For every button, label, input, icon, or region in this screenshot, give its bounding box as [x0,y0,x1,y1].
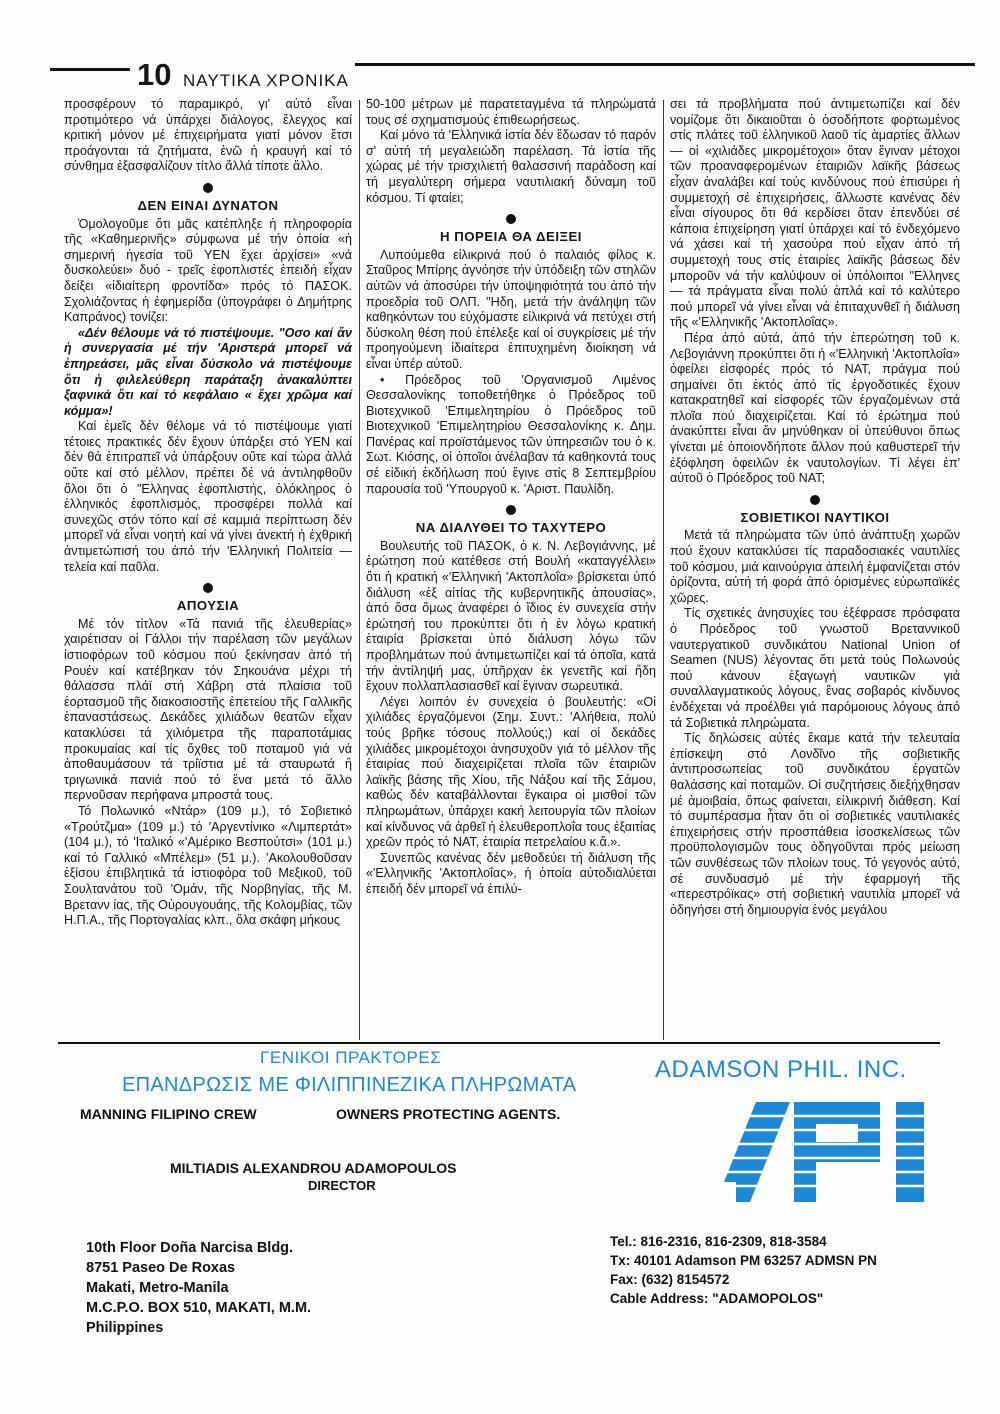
col3-paragraph: Τίς δηλώσεις αὐτές ἔκαμε κατά τήν τελευταία ἐπίσκεψη στό Λονδῖνο τῆς σοβιετικῆς ἀντιπροσωπείας τοῦ συνδικάτου ἐργατῶν θαλάσσης καί ποταμῶν. Οἱ συζητήσεις διεξήχθησαν μέ ἀμοιβαία, ὅπως φαίνεται, εἰλικρινή διάθεση. Καί τό συμπέρασμα ἦταν ὅτι οἱ σοβιετικές ναυτιλιακές ἐπιχειρήσεις στήν προσπάθεια ἰσοσκελίσεως τῶν προϋπολογισμῶν τους ὁδηγοῦνται πρός μείωση τῶν συνθέσεως τῶν πλοίων τους. Τό γεγονός αὐτό, σέ συνδυασμό μέ τήν ἐφαρμογή τῆς «περεστρόϊκας» στή σοβιετική ναυτιλία μπορεῖ νά ὁδηγήσει στή δημιουργία ἑνός μεγάλου [670,731,960,917]
ad-subtitle: ΓΕΝΙΚΟΙ ΠΡΑΚΤΟΡΕΣ [260,1048,442,1067]
col1-paragraph: Ὁμολογοῦμε ὅτι μᾶς κατέπληξε ἡ πληροφορία τῆς «Καθημερινῆς» σύμφωνα μέ τήν ὁποία «ἡ σημερινή ἡγεσία τοῦ ΥΕΝ ἔχει ἀρχίσει» «νά δυσκολεύει» δυό - τρεῖς ἐφοπλιστές ἐπειδή εἶχαν δείξει «ἰδιαίτερη φροντίδα» πρός τό ΠΑΣΟΚ. Σχολιάζοντας ἡ ἐφημερίδα (ὑπογράφει ὁ Δημήτρης Καπράνος) τονίζει: [64,216,352,325]
heading-den-einai-dynaton: ΔΕΝ ΕΙΝΑΙ ΔΥΝΑΤΟΝ [137,197,279,213]
advertisement [80,1048,940,1352]
column-rule [359,100,360,1040]
col2-paragraph: 50-100 μέτρων μέ παρατεταγμένα τά πληρώματά τους σέ σχηματισμούς ἐπιθεωρήσεως. [366,97,656,127]
address-line: Makati, Metro-Manila [86,1280,229,1296]
contact-line: Tx: 40101 Adamson PM 63257 ADMSN PN [610,1253,877,1268]
ad-title: ΕΠΑΝΔΡΩΣΙΣ ΜΕ ΦΙΛΙΠΠΙΝΕΖΙΚΑ ΠΛΗΡΩΜΑΤΑ [122,1074,577,1096]
column-3 [670,97,960,918]
address-line: 10th Floor Doña Narcisa Bldg. [86,1240,294,1256]
header-rule-right [355,63,975,66]
contact-line: Tel.: 816-2316, 816-2309, 818-3584 [610,1234,827,1249]
col2-paragraph: Λυπούμεθα εἰλικρινά πού ὁ παλαιός φίλος κ. Σταῦρος Μπίρης ἀγνόησε τήν ὑπόδειξη τῶν στηλῶν αὐτῶν νά ἀποσύρει τήν ὑποψηφιότητά του ἀπό τήν προεδρία τοῦ ΟΛΠ. "Ηδη, μετά τήν ἀνάληψη τῶν καθηκόντων του εὐχόμαστε εἰλικρινά νά πετύχει στή δύσκολη θέση πού ἐπέλεξε καί οἱ συγκρίσεις μέ τήν προηγούμενη ἰδιαίτερα ἐπιτυχημένη διοίκηση νά εἶναι ὑπέρ αὐτοῦ. [366,247,656,371]
contact-line: Cable Address: "ADAMOPOLOS" [610,1291,824,1306]
column-1 [64,97,352,929]
address-line: Philippines [86,1320,164,1336]
ad-top-rule [58,1042,940,1044]
address-line: 8751 Paseo De Roxas [86,1260,236,1276]
heading-sovietikoi-naftikoi: ΣΟΒΙΕΤΙΚΟΙ ΝΑΥΤΙΚΟΙ [740,509,890,525]
separator-dot [203,183,213,193]
col3-paragraph: Τίς σχετικές ἀνησυχίες του ἐξέφρασε πρόσφατα ὁ Πρόεδρος τοῦ γνωστοῦ Βρεταννικοῦ ναυτεργατικοῦ συνδικάτου National Union of Seamen (NUS) λέγοντας ὅτι μετά τούς Πολωνούς πού κάνουν ἐξαγωγή ναυτικῶν γιά συναλλαγματικούς λόγους, ἕνας σοβαρός κίνδυνος ἐνδέχεται νά προέλθει γιά παρόμοιους λόγους ἀπό τά Σοβιετικά πληρώματα. [670,606,960,730]
publication-title: ΝΑΥΤΙΚΑ ΧΡΟΝΙΚΑ [183,71,349,90]
page-number: 10 [137,57,172,92]
column-2 [366,97,656,898]
separator-dot [506,214,516,224]
col1-quote: «Δέν θέλουμε νά τό πιστέψουμε. "Οσο καί ἄν ἡ συνεργασία μέ τήν 'Αριστερά μπορεῖ νά ἐπηρεάσει, μᾶς εἶναι δύσκολο νά πιστέψουμε ὅτι ἡ φιλελεύθερη παράταξη ἀνακαλύπτει ξαφνικά ὅτι καί τό κεφάλαιο « ἔχει χρῶμα καί κόμμα»! [64,325,352,418]
heading-poreia-tha-deixei: Η ΠΟΡΕΙΑ ΘΑ ΔΕΙΞΕΙ [440,229,582,245]
separator-dot [203,583,213,593]
col2-paragraph: • Πρόεδρος τοῦ 'Οργανισμοῦ Λιμένος Θεσσαλονίκης τοποθετήθηκε ὁ Πρόεδρος τοῦ Βιοτεχνικοῦ 'Επιμελητηρίου ὁ Πρόεδρος τοῦ Βιοτεχνικοῦ 'Επιμελητηρίου Θεσσαλονίκης κ. Δημ. Πανέρας καί προϊστάμενος τῶν ὑπηρεσιῶν του ὁ κ. Σωτ. Κιόσης, οἱ ὁποῖοι ἀνέλαβαν τά καθηκοντά τους σέ εἰδική ἐκδήλωση πού ἔγινε στίς 8 Σεπτεμβρίου παρουσία τοῦ 'Υπουργοῦ κ. 'Αριστ. Παυλίδη. [366,372,656,496]
col1-paragraph: Τό Πολωνικό «Ντάρ» (109 μ.), τό Σοβιετικό «Τρούτζμα» (109 μ.) τό 'Αργεντίνικο «Λιμπερτάτ» (104 μ.), τό 'Ιταλικό «'Αμέρικο Βεσπούτσι» (101 μ.) καί τό Γαλλικό «Μπέλεμ» (51 μ.). 'Ακολουθοῦσαν ἐξίσου ἐπιβλητικά τά ἰστιοφόρα τοῦ Μεξικοῦ, τοῦ Σουλτανάτου τοῦ 'Ομάν, τῆς Νορβηγίας, τῆς Μ. Βρετανν ίας, τῆς Οὐρουγουάης, τῆς Κολομβίας, τῶν Η.Π.Α., τῆς Πορτογαλίας κλπ., ὅλα σκάφη μήκους [64,803,352,928]
ad-company-name: ADAMSON PHIL. INC. [655,1056,907,1083]
col2-paragraph: Βουλευτής τοῦ ΠΑΣΟΚ, ὁ κ. Ν. Λεβογιάννης, μέ ἐρώτηση πού κατέθεσε στή Βουλή «καταγγέλλει» ὅτι ἡ κρατική «'Ελληνική 'Ακτοπλοΐα» βρίσκεται ὑπό διάλυση «ἐξ αἰτίας τῆς κυβερνητικῆς ἀπουσίας», ἀπό ὅσα ὅμως ἀναφέρει ὁ ἴδιος ἐν συνεχεία στήν ἐρώτησή του προκύπτει ὅτι ἡ ἐν λόγω κρατική ἑταιρία βρίσκεται ὑπό διάλυση λόγω τῶν προβλημάτων πού ἀντιμετωπίζει καί τά ὁποῖα, κατά τήν ἀντίληψή μας, ὑπῆρχαν ἐκ γενετῆς καί ἤδη ἔχουν πολλαπλασιασθεῖ καί ἔγιναν σωρευτικά. [366,538,656,694]
col3-paragraph: σει τά προβλήματα πού ἀντιμετωπίζει καί δέν νομίζομε ὅτι δικαιοῦται ὁ ὁσοδήποτε φορτωμένος στίς πλάτες τοῦ ἑλληνικοῦ λαοῦ τίς ἁμαρτίες ἄλλων — οἱ «χιλιάδες μικρομέτοχοι» ὅταν ἔγιναν μέτοχοι τῶν προαναφερομένων ἑταιριῶν λαϊκῆς βάσεως εἶχαν ἀναλάβει καί τούς κινδύνους πού ἐπισύρει ἡ συμμετοχή σέ ἐπιχειρήσεις, ἄλλωστε κανένας δέν εἶναι σίγουρος ὅτι θά κερδίσει ὅταν ἐπενδύει σέ κάποια ἐπιχείρηση γιατί ὑπάρχει καί τό ἐνδεχόμενο νά χάσει καί τή χασούρα πού εἶχαν ἀπό τή συμμετοχή τους στίς ἑταιρίες λαϊκῆς βάσεως δέν μποροῦν νά τήν καλύψουν οἱ ὑπόλοιποι "Ελληνες — τά πράγματα εἶναι πολύ ἁπλά καί τό καλύτερο πού μπορεῖ νά γίνει εἶναι νά ἐπιταχυνθεῖ ἡ διάλυση τῆς «'Ελληνικῆς 'Ακτοπλοΐας». [670,97,960,330]
header-rule-left [50,68,130,71]
ad-manning-line: MANNING FILIPINO CREW [80,1106,257,1122]
contact-line: Fax: (632) 8154572 [610,1272,730,1287]
col1-intro: προσφέρουν τό παραμικρό, γι' αὐτό εἶναι προτιμότερο νά ὑπάρχει διάλογος, ἔλεγχος καί κριτική μόνον μέ ἐπιχειρήματα γιατί μόνον ἔτσι προάγονται τά ζητήματα, ἐνῶ ἡ κραυγή καί τό σύνθημα ἐξασφαλίζουν τίτλο ἄλλά τίποτε ἄλλο. [64,97,352,174]
ad-director-role: DIRECTOR [308,1178,376,1193]
column-rule [663,100,664,1040]
heading-na-dialythei: ΝΑ ΔΙΑΛΥΘΕΙ ΤΟ ΤΑΧΥΤΕΡΟ [415,520,607,536]
col2-paragraph: Λέγει λοιπόν ἐν συνεχεία ὁ βουλευτής: «Οἱ χιλιάδες ἐργαζόμενοι (Σημ. Συντ.: 'Αλήθεια, πολύ τούς βρῆκε τόσους πολλούς;) καί οἱ δεκάδες χιλιάδες μικρομέτοχοι ἀνησυχοῦν γιά τό μέλλον τῆς ἑταιρίας πού διαχειρίζεται πλοῖα τῶν ἑταιριῶν λαϊκῆς βάσης τῆς Χίου, τῆς Νάξου καί τῆς Σάμου, καθώς δέν καταβάλλονται ἔγκαιρα οἱ μισθοί τῶν πληρωμάτων, ὑπάρχει κακή λειτουργία τῶν πλοίων καί κίνδυνος νά ἀρθεῖ ἡ ἐλευθεροπλοΐα τους ἐξαιτίας χρεῶν πρός τό ΝΑΤ, ἑταιρία πετρελαίου κ.ἄ.». [366,694,656,850]
address-line: M.C.P.O. BOX 510, MAKATI, M.M. [86,1300,312,1316]
separator-dot [810,495,820,505]
api-logo-icon [708,1094,934,1206]
heading-apousia: ΑΠΟΥΣΙΑ [176,598,240,614]
col3-paragraph: Μετά τά πληρώματα τῶν ὑπό ἀνάπτυξη χωρῶν πού ἔχουν κατακλύσει τίς παραδοσιακές ναυτιλίες τοῦ κόσμου, μιά καινούργια ἀπειλή ἐμφανίζεται στόν ὁρίζοντα, αὐτή τή φορά ἀπό ὁρισμένες εὐρωπαϊκές χῶρες. [670,528,960,605]
ad-contact [610,1232,877,1308]
separator-dot [506,505,516,515]
col1-paragraph: Καί ἐμεῖς δέν θέλομε νά τό πιστέψουμε γιατί τέτοιες πρακτικές δέν ἔχουν ὑπάρξει στό ΥΕΝ καί δέν θά ἐπιτραπεῖ νά ὑπάρξουν οὔτε καί τώρα ἀλλά οὔτε καί στό μέλλον, πρέπει δέ νά ἀντιληφθοῦν ὅλοι ὅτι ὁ "Ελληνας ἐφοπλιστής, ὁλόκληρος ὁ ἑλληνικός ἐφοπλισμός, προσφέρει πολλά καί συνεχῶς στόν τόπο καί σέ καμμιά περίπτωση δέν μπορεῖ νά εἶναι νοητή καί νά γίνει ἀνεκτή ἡ ἐχθρική ἀντιμετώπισή του ἀπό τήν 'Ελληνική Πολιτεία — τελεία καί παῦλα. [64,419,352,574]
col3-paragraph: Πέρα ἀπό αὐτά, ἀπό τήν ἐπερώτηση τοῦ κ. Λεβογιάννη προκύπτει ὅτι ἡ «'Ελληνική 'Ακτοπλοΐα» ὀφείλει εἰσφορές πρός τό ΝΑΤ, πράγμα πού σημαίνει ὅτι ἐκτός ἀπό τίς ἐργοδοτικές ἔχουν κατακρατηθεῖ καί εἰσφορές τῶν ἐργαζομένων στά πλοῖα πού διαχειρίζεται. Καί τό ἐρώτημα πού ἀνακύπτει εἶναι ἄν μηνύθηκαν οἱ ὑπεύθυνοι ὅπως γίνεται μέ ὁποιονδήποτε ἄλλον πού καθυστερεῖ τήν ἐξόφληση ὀφειλῶν ἐκ ναυτολογίων. Τί λέγει ἐπ' αὐτοῦ ὁ Πρόεδρος τοῦ ΝΑΤ; [670,330,960,486]
ad-director-name: MILTIADIS ALEXANDROU ADAMOPOULOS [170,1160,457,1176]
ad-address [86,1238,311,1338]
col2-paragraph: Συνεπῶς κανένας δέν μεθοδεύει τή διάλυση τῆς «'Ελληνικῆς 'Ακτοπλοΐας», ἡ ὁποία αὐτοδιαλύεται ἐπειδή δέν μπορεῖ νά ἐπιλύ- [366,850,656,896]
ad-owners-line: OWNERS PROTECTING AGENTS. [336,1106,561,1122]
col1-paragraph: Μέ τόν τίτλον «Τά πανιά τῆς ἐλευθερίας» χαιρέτισαν οἱ Γάλλοι τήν παρέλαση τῶν μεγάλων ἰστιοφόρων τοῦ κόσμου πού ξεκίνησαν ἀπό τή Ρουέν καί κατέβηκαν τόν Σηκουάνα μέχρι τή θάλασσα πλάϊ στή Χάβρη στά πλαίσια τοῦ ἑορτασμοῦ τῆς διακοσιοστῆς ἐπετείου τῆς Γαλλικῆς ἐπαναστάσεως. Δεκάδες χιλιάδων θεατῶν εἶχαν κατακλύσει τά χιλιόμετρα τῆς παραποτάμιας προκυμαίας καί τίς ὄχθες τοῦ ποταμοῦ γιά νά ἀποθαυμάσουν τά τρίϊστια μέ τά σταυρωτά ἤ τριγωνικά πανιά πού τό ἕνα μετά τό ἄλλο περνοῦσαν περήφανα μπροστά τους. [64,616,352,803]
col2-paragraph: Καί μόνο τά 'Ελληνικά ἰστία δέν ἔδωσαν τό παρόν σ' αὐτή τή μεγαλειώδη παρέλαση. Τά ἰστία τῆς χώρας μέ τήν τρισχιλιετή θαλασσινή παράδοση καί τή μεγαλύτερη σήμερα ναυτιλιακή δύναμη τοῦ κόσμου. Τί φταίει; [366,128,656,205]
